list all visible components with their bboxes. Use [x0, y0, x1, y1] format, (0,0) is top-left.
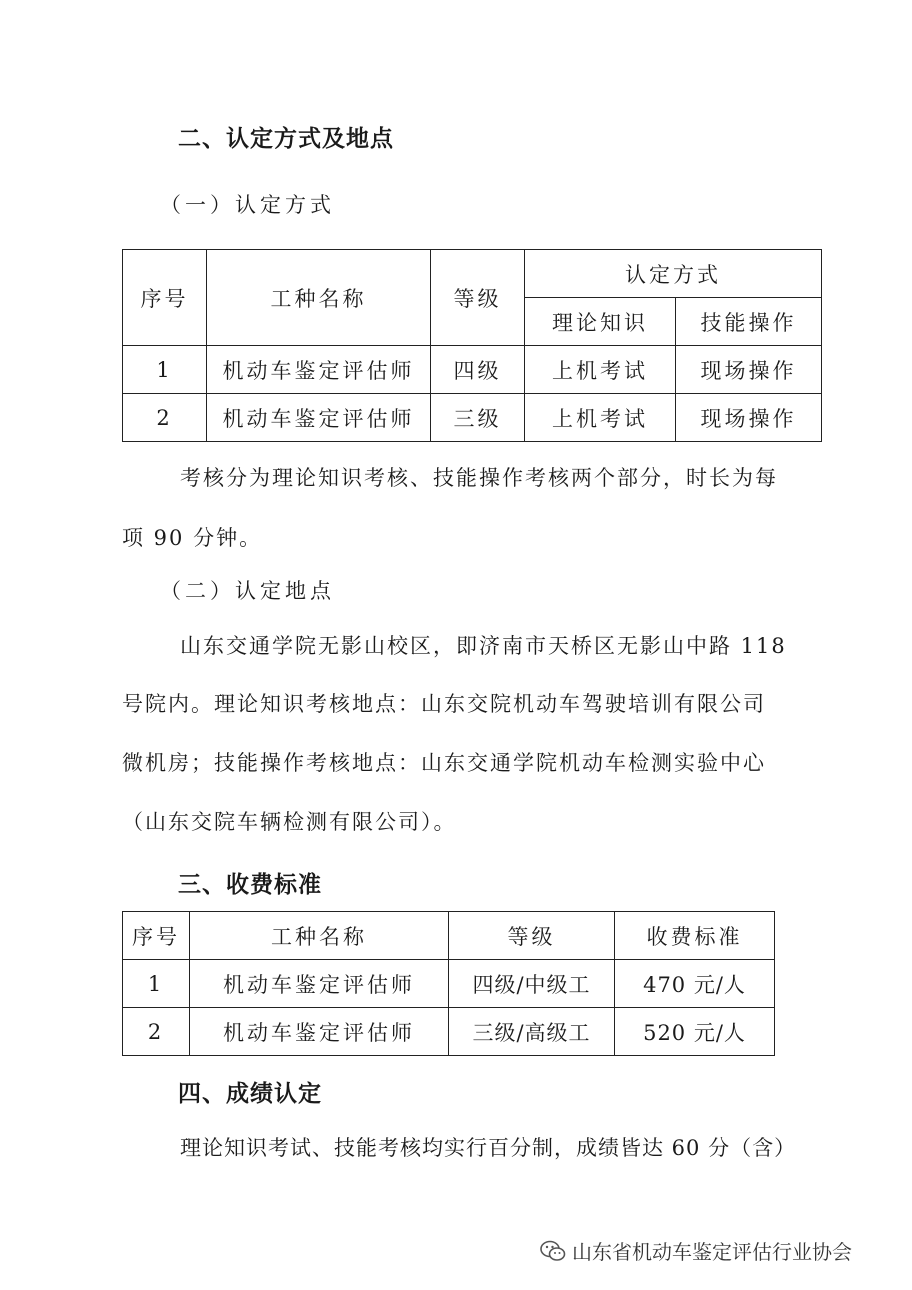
cell-fee: 470 元/人	[615, 960, 775, 1008]
cell-name: 机动车鉴定评估师	[207, 394, 431, 442]
cell-level: 三级	[431, 394, 525, 442]
cell-name: 机动车鉴定评估师	[190, 960, 449, 1008]
header-name: 工种名称	[190, 912, 449, 960]
cell-seq: 1	[123, 960, 190, 1008]
paragraph-location-4: （山东交院车辆检测有限公司）。	[122, 810, 457, 834]
cell-skill: 现场操作	[676, 394, 822, 442]
header-name: 工种名称	[207, 250, 431, 346]
header-seq: 序号	[123, 912, 190, 960]
table-row	[123, 394, 822, 442]
cell-level: 四级/中级工	[449, 960, 615, 1008]
method-table	[122, 249, 822, 442]
cell-level: 四级	[431, 346, 525, 394]
paragraph-exam-duration-1: 考核分为理论知识考核、技能操作考核两个部分，时长为每	[180, 466, 778, 490]
table-row	[123, 346, 822, 394]
watermark-text: 山东省机动车鉴定评估行业协会	[572, 1240, 852, 1264]
section-4-title: 四、成绩认定	[178, 1081, 322, 1107]
cell-theory: 上机考试	[525, 346, 676, 394]
wechat-icon	[540, 1240, 566, 1262]
watermark-footer	[540, 1236, 852, 1265]
subsection-method-title: （一）认定方式	[160, 193, 335, 217]
section-2-title: 二、认定方式及地点	[178, 126, 394, 152]
header-level: 等级	[449, 912, 615, 960]
cell-name: 机动车鉴定评估师	[190, 1008, 449, 1056]
header-fee: 收费标准	[615, 912, 775, 960]
fee-table	[122, 911, 775, 1056]
header-seq: 序号	[123, 250, 207, 346]
paragraph-location-1: 山东交通学院无影山校区，即济南市天桥区无影山中路 118	[180, 634, 787, 658]
header-level: 等级	[431, 250, 525, 346]
subsection-location-title: （二）认定地点	[160, 579, 335, 603]
paragraph-location-2: 号院内。理论知识考核地点：山东交院机动车驾驶培训有限公司	[122, 692, 766, 716]
cell-seq: 1	[123, 346, 207, 394]
cell-skill: 现场操作	[676, 346, 822, 394]
cell-level: 三级/高级工	[449, 1008, 615, 1056]
cell-fee: 520 元/人	[615, 1008, 775, 1056]
paragraph-score: 理论知识考试、技能考核均实行百分制，成绩皆达 60 分（含）	[180, 1136, 797, 1160]
section-3-title: 三、收费标准	[178, 872, 322, 898]
table-row	[123, 960, 775, 1008]
paragraph-exam-duration-2: 项 90 分钟。	[122, 526, 263, 550]
cell-seq: 2	[123, 394, 207, 442]
cell-seq: 2	[123, 1008, 190, 1056]
header-theory: 理论知识	[525, 298, 676, 346]
cell-theory: 上机考试	[525, 394, 676, 442]
header-method: 认定方式	[525, 250, 822, 298]
header-skill: 技能操作	[676, 298, 822, 346]
paragraph-location-3: 微机房；技能操作考核地点：山东交通学院机动车检测实验中心	[122, 751, 766, 775]
table-row	[123, 1008, 775, 1056]
cell-name: 机动车鉴定评估师	[207, 346, 431, 394]
